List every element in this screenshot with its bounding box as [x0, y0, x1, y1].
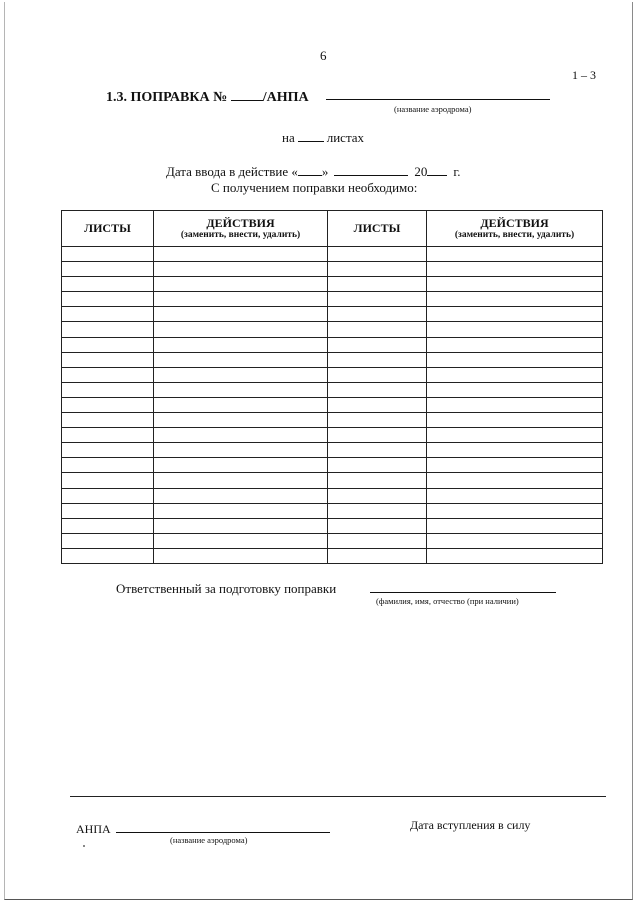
table-row	[62, 533, 603, 548]
sheets-cell[interactable]	[62, 322, 154, 337]
scan-speck	[83, 845, 85, 847]
footer-aerodrome-caption: (название аэродрома)	[170, 835, 248, 845]
actions-cell[interactable]	[154, 518, 328, 533]
sheets-cell[interactable]	[62, 382, 154, 397]
header-actions-1-sub: (заменить, внести, удалить)	[180, 229, 301, 240]
table-row	[62, 503, 603, 518]
sheets-cell[interactable]	[328, 443, 427, 458]
actions-cell[interactable]	[154, 548, 328, 563]
amendment-actions-table	[61, 210, 603, 564]
sheets-cell[interactable]	[328, 382, 427, 397]
sheets-cell[interactable]	[62, 428, 154, 443]
sheets-cell[interactable]	[62, 307, 154, 322]
effective-date-line	[166, 164, 461, 180]
sheets-cell[interactable]	[328, 428, 427, 443]
sheets-cell[interactable]	[62, 367, 154, 382]
aerodrome-name-caption: (название аэродрома)	[394, 104, 472, 114]
table-row	[62, 247, 603, 262]
sheets-cell[interactable]	[62, 277, 154, 292]
actions-cell[interactable]	[154, 413, 328, 428]
sheets-suffix: листах	[326, 130, 365, 145]
actions-cell[interactable]	[427, 533, 603, 548]
sheets-cell[interactable]	[328, 413, 427, 428]
table-row	[62, 548, 603, 563]
actions-cell[interactable]	[154, 352, 328, 367]
table-header-row	[62, 211, 603, 247]
actions-cell[interactable]	[154, 307, 328, 322]
sheets-cell[interactable]	[62, 413, 154, 428]
table-row	[62, 337, 603, 352]
year-blank[interactable]	[427, 165, 447, 176]
sheets-cell[interactable]	[62, 458, 154, 473]
table-row	[62, 458, 603, 473]
header-sheets-2-label: ЛИСТЫ	[353, 221, 401, 235]
actions-cell[interactable]	[154, 488, 328, 503]
actions-cell[interactable]	[154, 443, 328, 458]
actions-cell[interactable]	[427, 428, 603, 443]
footer-effective-date-label: Дата вступления в силу	[410, 818, 531, 832]
table-row	[62, 428, 603, 443]
header-actions-1	[154, 211, 328, 247]
sheets-cell[interactable]	[328, 352, 427, 367]
sheets-cell[interactable]	[328, 548, 427, 563]
header-actions-2-sub: (заменить, внести, удалить)	[454, 229, 575, 240]
actions-cell[interactable]	[427, 518, 603, 533]
sheets-prefix: на	[282, 130, 295, 145]
actions-cell[interactable]	[154, 337, 328, 352]
actions-cell[interactable]	[427, 548, 603, 563]
sheets-cell[interactable]	[62, 262, 154, 277]
sheets-cell[interactable]	[328, 518, 427, 533]
table-row	[62, 518, 603, 533]
actions-cell[interactable]	[427, 277, 603, 292]
sheets-cell[interactable]	[62, 337, 154, 352]
actions-cell[interactable]	[427, 292, 603, 307]
sheets-cell[interactable]	[328, 307, 427, 322]
actions-cell[interactable]	[427, 262, 603, 277]
table-row	[62, 382, 603, 397]
amendment-number-blank[interactable]	[231, 88, 263, 101]
actions-cell[interactable]	[154, 533, 328, 548]
actions-cell[interactable]	[154, 503, 328, 518]
sheets-cell[interactable]	[62, 548, 154, 563]
sheets-cell[interactable]	[62, 292, 154, 307]
table-row	[62, 488, 603, 503]
year-prefix: 20	[414, 164, 428, 179]
table-row	[62, 322, 603, 337]
actions-cell[interactable]	[154, 277, 328, 292]
actions-cell[interactable]	[154, 458, 328, 473]
sheets-cell[interactable]	[62, 352, 154, 367]
sheets-cell[interactable]	[62, 503, 154, 518]
actions-cell[interactable]	[154, 292, 328, 307]
amendment-heading	[106, 88, 309, 106]
sheets-cell[interactable]	[62, 443, 154, 458]
sheets-cell[interactable]	[328, 503, 427, 518]
sheets-cell[interactable]	[328, 367, 427, 382]
footer-aerodrome-blank[interactable]	[116, 832, 330, 833]
header-actions-2-label: ДЕЙСТВИЯ	[480, 215, 549, 230]
header-sheets-1-label: ЛИСТЫ	[84, 221, 131, 235]
required-actions-text: С получением поправки необходимо:	[211, 180, 418, 195]
table-row	[62, 292, 603, 307]
table-row	[62, 277, 603, 292]
responsible-label: Ответственный за подготовку поправки	[116, 581, 337, 596]
header-sheets-2	[328, 211, 427, 247]
table-body	[62, 247, 603, 564]
sheets-cell[interactable]	[328, 292, 427, 307]
actions-cell[interactable]	[154, 262, 328, 277]
month-blank[interactable]	[334, 165, 408, 176]
actions-cell[interactable]	[427, 382, 603, 397]
sheets-count-line	[282, 130, 364, 146]
actions-cell[interactable]	[427, 322, 603, 337]
responsible-name-blank[interactable]	[370, 592, 556, 593]
page-number: 6	[320, 48, 327, 63]
actions-cell[interactable]	[427, 503, 603, 518]
amendment-heading-suffix: /АНПА	[262, 90, 309, 105]
sheets-cell[interactable]	[62, 473, 154, 488]
sheets-cell[interactable]	[328, 488, 427, 503]
actions-cell[interactable]	[154, 247, 328, 262]
header-actions-2	[427, 211, 603, 247]
table-row	[62, 413, 603, 428]
table-row	[62, 473, 603, 488]
sheets-cell[interactable]	[328, 337, 427, 352]
actions-cell[interactable]	[427, 337, 603, 352]
header-actions-1-label: ДЕЙСТВИЯ	[206, 215, 275, 230]
sheets-cell[interactable]	[328, 322, 427, 337]
table-row	[62, 262, 603, 277]
sheets-cell[interactable]	[328, 277, 427, 292]
actions-cell[interactable]	[427, 307, 603, 322]
sheets-cell[interactable]	[328, 458, 427, 473]
sheets-cell[interactable]	[328, 533, 427, 548]
sheets-cell[interactable]	[328, 262, 427, 277]
effective-date-mid: »	[321, 164, 329, 179]
actions-cell[interactable]	[154, 473, 328, 488]
sheets-cell[interactable]	[62, 518, 154, 533]
sheets-cell[interactable]	[62, 397, 154, 412]
table-row	[62, 443, 603, 458]
actions-cell[interactable]	[427, 352, 603, 367]
sheets-cell[interactable]	[62, 488, 154, 503]
actions-cell[interactable]	[154, 322, 328, 337]
table-row	[62, 397, 603, 412]
header-sheets-1	[62, 211, 154, 247]
day-blank[interactable]	[298, 165, 322, 176]
actions-cell[interactable]	[427, 413, 603, 428]
amendment-heading-prefix: 1.3. ПОПРАВКА №	[106, 90, 228, 105]
actions-cell[interactable]	[427, 367, 603, 382]
actions-cell[interactable]	[427, 458, 603, 473]
actions-cell[interactable]	[154, 428, 328, 443]
actions-cell[interactable]	[427, 247, 603, 262]
sheets-cell[interactable]	[62, 533, 154, 548]
actions-cell[interactable]	[427, 488, 603, 503]
sheet-reference: 1 – 3	[572, 68, 596, 82]
table-row	[62, 352, 603, 367]
sheets-cell[interactable]	[328, 247, 427, 262]
footer-anpa-label: АНПА	[76, 822, 111, 836]
actions-cell[interactable]	[154, 382, 328, 397]
year-suffix: г.	[453, 164, 461, 179]
sheets-cell[interactable]	[328, 397, 427, 412]
footer-divider	[70, 796, 606, 797]
sheets-cell[interactable]	[328, 473, 427, 488]
actions-cell[interactable]	[427, 473, 603, 488]
table-row	[62, 367, 603, 382]
actions-cell[interactable]	[154, 397, 328, 412]
actions-cell[interactable]	[427, 443, 603, 458]
table-row	[62, 307, 603, 322]
aerodrome-name-blank[interactable]	[326, 99, 550, 100]
actions-cell[interactable]	[154, 367, 328, 382]
sheets-count-blank[interactable]	[298, 131, 324, 142]
effective-date-label: Дата ввода в действие «	[166, 164, 298, 179]
actions-cell[interactable]	[427, 397, 603, 412]
responsible-caption: (фамилия, имя, отчество (при наличии)	[376, 596, 519, 606]
sheets-cell[interactable]	[62, 247, 154, 262]
